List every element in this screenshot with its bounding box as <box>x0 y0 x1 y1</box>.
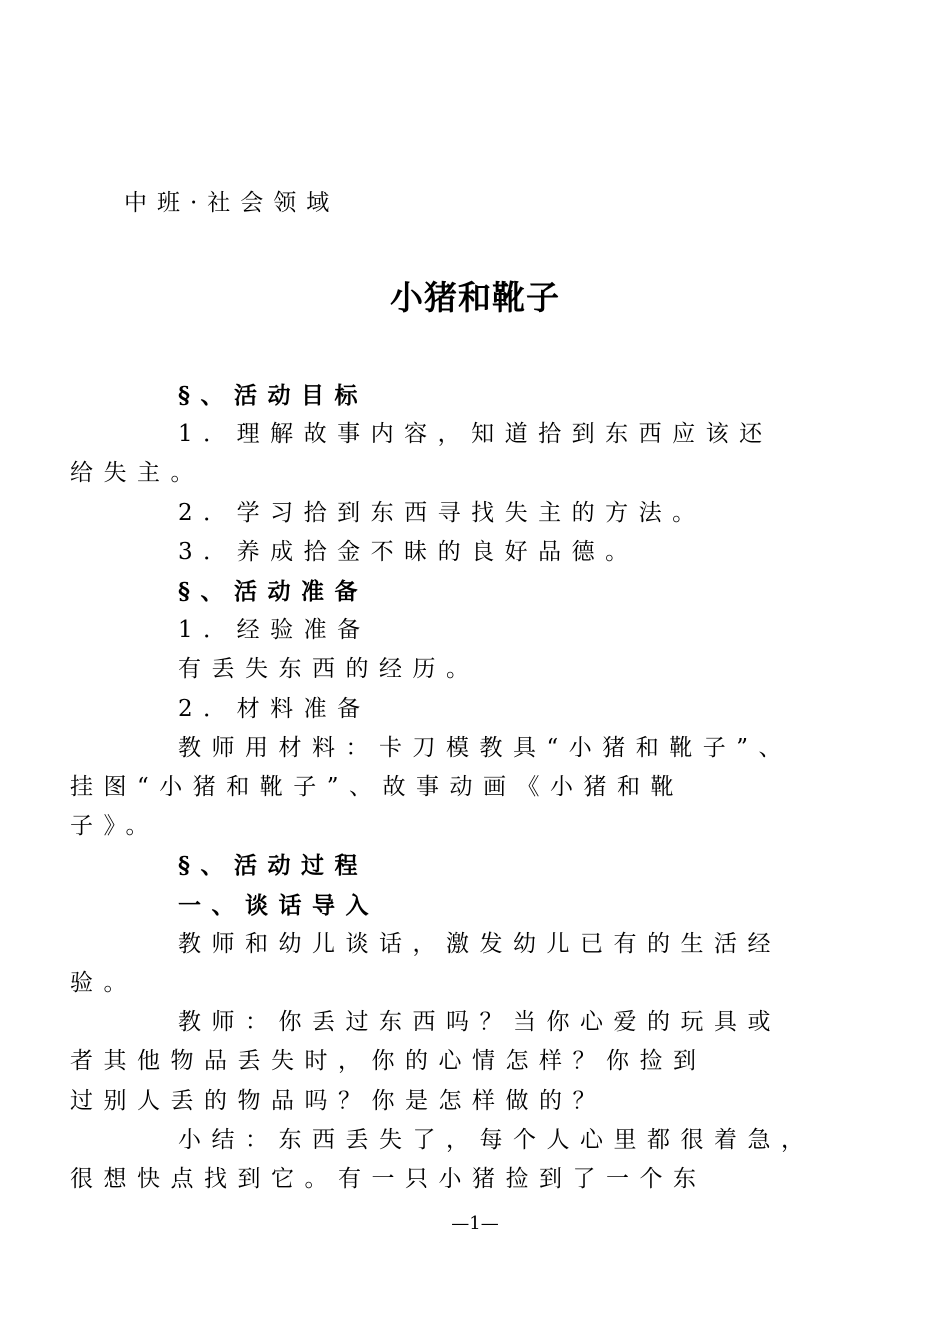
section-heading-preparation: §、活动准备 <box>178 578 369 606</box>
paragraph-goal-3: 3．养成拾金不昧的良好品德。 <box>178 538 639 565</box>
subheading-intro: 一、谈话导入 <box>178 891 379 919</box>
document-title: 小猪和靴子 <box>390 278 560 317</box>
paragraph-prep-1-detail: 有丢失东西的经历。 <box>178 656 480 683</box>
paragraph-intro: 教师和幼儿谈话，激发幼儿已有的生活经 验。 <box>70 930 781 997</box>
category-label: 中班·社会领域 <box>124 190 340 216</box>
paragraph-prep-2-detail: 教师用材料：卡刀模教具“小猪和靴子”、 挂图“小猪和靴子”、故事动画《小猪和靴 子》。 <box>70 734 793 840</box>
paragraph-teacher-question: 教师：你丢过东西吗？当你心爱的玩具或 者其他物品丢失时，你的心情怎样？你捡到 过别人丢的物品吗？你是怎样做的？ <box>70 1009 781 1114</box>
document-body <box>70 376 824 1199</box>
section-heading-process: §、活动过程 <box>178 852 369 880</box>
section-heading-goals: §、活动目标 <box>178 382 369 409</box>
paragraph-prep-2: 2．材料准备 <box>178 695 371 722</box>
paragraph-summary: 小结：东西丢失了，每个人心里都很着急， 很想快点找到它。有一只小猪捡到了一个东 <box>70 1126 815 1193</box>
paragraph-goal-2: 2．学习拾到东西寻找失主的方法。 <box>178 499 706 526</box>
paragraph-prep-1: 1．经验准备 <box>178 617 371 644</box>
paragraph-goal-1: 1．理解故事内容，知道拾到东西应该还 给失主。 <box>70 421 773 487</box>
page-number: —1— <box>451 1213 499 1234</box>
